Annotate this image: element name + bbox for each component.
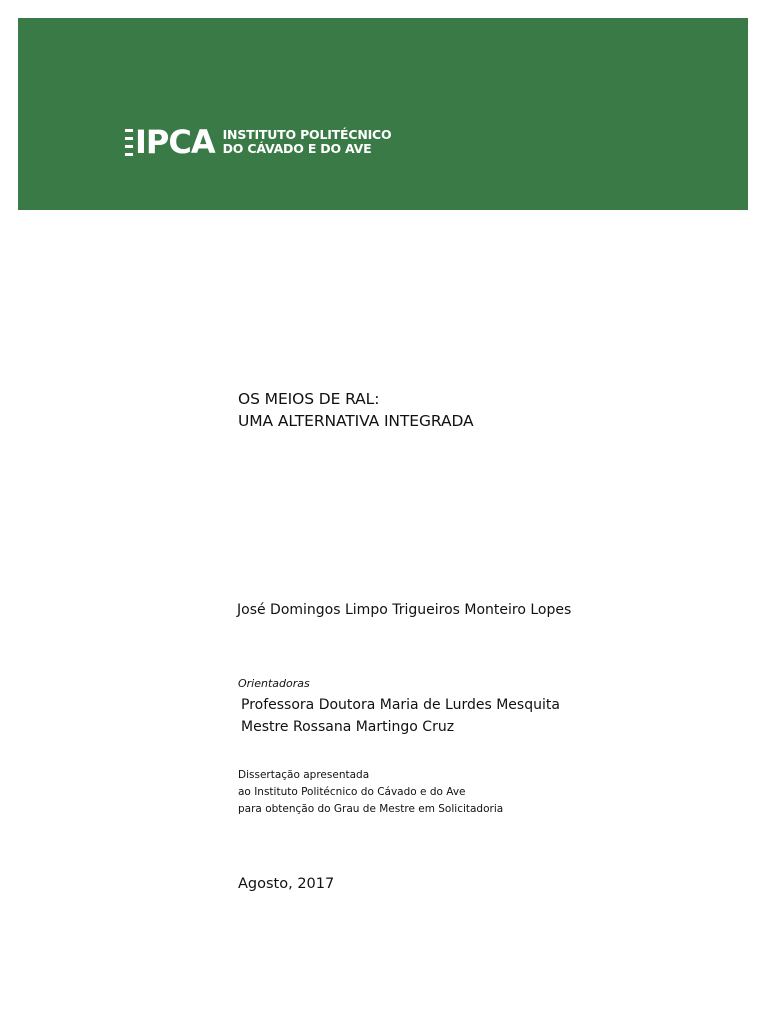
logo-line-2: DO CÁVADO E DO AVE	[222, 141, 372, 156]
logo-notch-icon	[125, 129, 133, 156]
dissertation-line: Dissertação apresentada	[238, 769, 370, 781]
advisor-name: Mestre Rossana Martingo Cruz	[241, 719, 455, 735]
ipca-logo	[125, 123, 392, 161]
advisors-list	[241, 694, 560, 738]
logo-mark-text: IPCA	[135, 123, 215, 161]
dissertation-statement	[238, 767, 503, 818]
author-name: José Domingos Limpo Trigueiros Monteiro Lopes	[237, 602, 572, 618]
advisors-label: Orientadoras	[238, 677, 310, 690]
dissertation-line: para obtenção do Grau de Mestre em Solicitadoria	[238, 803, 504, 815]
logo-institution-name	[223, 128, 392, 156]
logo-line-1: INSTITUTO POLITÉCNICO	[222, 127, 392, 142]
title-line-1: OS MEIOS DE RAL:	[238, 390, 380, 408]
dissertation-line: ao Instituto Politécnico do Cávado e do Ave	[238, 786, 466, 798]
logo-mark	[125, 123, 215, 161]
submission-date: Agosto, 2017	[238, 876, 335, 892]
advisor-name: Professora Doutora Maria de Lurdes Mesquita	[241, 697, 560, 713]
title-line-2: UMA ALTERNATIVA INTEGRADA	[238, 412, 474, 430]
document-title	[238, 388, 474, 432]
header-banner	[18, 18, 748, 210]
